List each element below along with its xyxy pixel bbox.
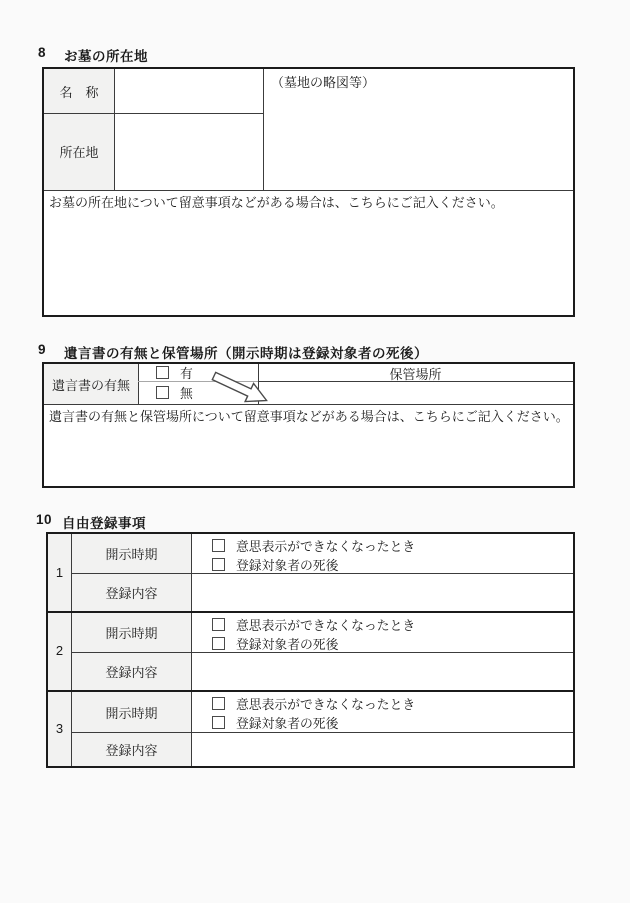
registration-content-area-2[interactable]: [192, 653, 573, 690]
disclosure-label: 開示時期: [105, 547, 158, 562]
disclosure-option-row: [212, 536, 562, 555]
checkbox-incapacity-3[interactable]: [212, 697, 225, 710]
pointer-arrow-icon: [204, 365, 294, 409]
checkbox-after-death-2[interactable]: [212, 637, 225, 650]
disclosure-option-row: [212, 615, 562, 634]
entry-index: 1: [55, 565, 64, 580]
sketch-area[interactable]: [264, 93, 572, 189]
name-label: 名 称: [59, 84, 99, 100]
disclosure-label: 開示時期: [105, 626, 158, 641]
option-incapacity-label: 意思表示ができなくなったとき: [236, 539, 416, 554]
section9-number: 9: [38, 342, 47, 357]
option-incapacity-label: 意思表示ができなくなったとき: [236, 618, 416, 633]
disclosure-option-row: [212, 634, 562, 653]
storage-header: 保管場所: [389, 366, 442, 382]
disclosure-label: 開示時期: [105, 705, 158, 721]
section10-number: 10: [36, 512, 53, 527]
disclosure-option-row: [212, 694, 562, 713]
checkbox-incapacity-1[interactable]: [212, 539, 225, 552]
entry-index: 3: [55, 720, 64, 736]
section10-title: 自由登録事項: [62, 516, 146, 531]
will-note-label: 遺言書の有無と保管場所について留意事項などがある場合は、こちらにご記入ください。: [49, 409, 569, 424]
section9-heading: [38, 342, 428, 362]
section10-heading: [36, 512, 146, 532]
table-divider: [138, 364, 139, 404]
option-after-death-label: 登録対象者の死後: [236, 716, 339, 731]
checkbox-incapacity-2[interactable]: [212, 618, 225, 631]
checkbox-will-yes[interactable]: [156, 366, 169, 379]
grave-note-area[interactable]: [44, 214, 573, 314]
registration-content-area-1[interactable]: [192, 574, 573, 611]
name-input-area[interactable]: [115, 69, 263, 113]
will-label: 遺言書の有無: [51, 377, 130, 393]
sketch-area-label: （墓地の略図等）: [271, 75, 376, 90]
table-divider: [44, 404, 573, 405]
checkbox-after-death-3[interactable]: [212, 716, 225, 729]
content-label: 登録内容: [105, 585, 158, 601]
checkbox-after-death-1[interactable]: [212, 558, 225, 571]
option-after-death-label: 登録対象者の死後: [236, 558, 339, 573]
section8-number: 8: [38, 45, 47, 60]
free-registration-table: [46, 532, 575, 768]
will-note-area[interactable]: [44, 428, 573, 485]
content-label: 登録内容: [105, 664, 158, 680]
content-label: 登録内容: [105, 742, 158, 758]
address-label: 所在地: [59, 145, 99, 160]
will-yes-label: 有: [180, 366, 193, 381]
section8-heading: [38, 45, 148, 65]
disclosure-option-row: [212, 555, 562, 574]
storage-place-area[interactable]: [259, 382, 573, 404]
grave-location-table: [42, 67, 575, 317]
checkbox-will-no[interactable]: [156, 386, 169, 399]
section8-title: お墓の所在地: [64, 49, 148, 64]
option-incapacity-label: 意思表示ができなくなったとき: [236, 697, 416, 712]
will-table: [42, 362, 575, 488]
will-no-label: 無: [180, 386, 193, 401]
registration-content-area-3[interactable]: [192, 733, 573, 766]
section9-title: 遺言書の有無と保管場所（開示時期は登録対象者の死後）: [64, 346, 428, 361]
address-input-area[interactable]: [115, 114, 263, 190]
grave-note-label: お墓の所在地について留意事項などがある場合は、こちらにご記入ください。: [49, 195, 504, 210]
option-after-death-label: 登録対象者の死後: [236, 637, 339, 652]
disclosure-option-row: [212, 713, 562, 732]
table-divider: [44, 190, 573, 191]
entry-index: 2: [55, 643, 64, 658]
